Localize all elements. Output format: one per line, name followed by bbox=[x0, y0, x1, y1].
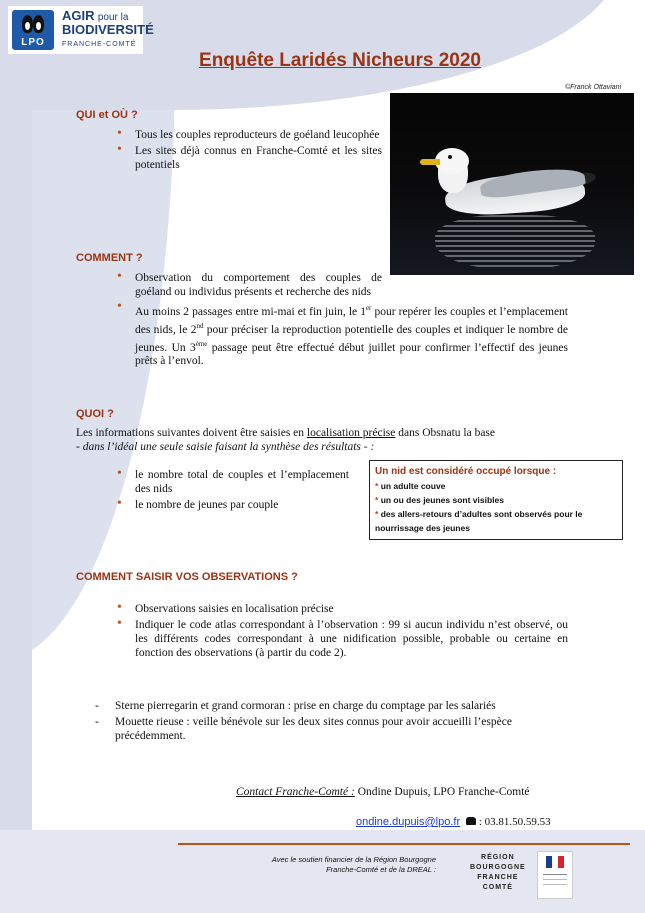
list-item: • Observations saisies en localisation précise bbox=[117, 602, 568, 616]
list-item: • Les sites déjà connus en Franche-Comté et les sites potentiels bbox=[117, 144, 382, 172]
list-item: - Mouette rieuse : veille bénévole sur les deux sites connus pour avoir accueilli l’espèce précédemment. bbox=[95, 715, 545, 743]
section-heading-qui: QUI et OÙ ? bbox=[76, 109, 138, 121]
photo-credit: ©Franck Ottaviani bbox=[565, 84, 622, 91]
list-item: • le nombre de jeunes par couple bbox=[117, 498, 349, 512]
section-heading-quoi: QUOI ? bbox=[76, 408, 114, 420]
note-item: * des allers-retours d’adultes sont observés pour le nourrissage des jeunes bbox=[375, 509, 583, 533]
list-item: • Tous les couples reproducteurs de goéland leucophée bbox=[117, 128, 382, 142]
gull-photo bbox=[390, 93, 634, 275]
section-heading-comment: COMMENT ? bbox=[76, 252, 143, 264]
footer-divider bbox=[178, 843, 630, 845]
note-heading: Un nid est considéré occupé lorsque : bbox=[375, 466, 557, 477]
note-item: * un adulte couve bbox=[375, 481, 446, 491]
comment-list bbox=[117, 271, 568, 370]
contact-label: Contact Franche-Comté : bbox=[236, 786, 355, 798]
occupied-nest-note bbox=[369, 460, 623, 540]
quoi-list bbox=[117, 468, 349, 514]
email-phone-line bbox=[356, 816, 551, 828]
quoi-intro: Les informations suivantes doivent être saisies en localisation précise dans Obsnatu la base - dans l’idéal une seule saisie faisant la synthèse des résultats - : bbox=[76, 427, 496, 453]
qui-list bbox=[117, 128, 382, 174]
list-item: • Indiquer le code atlas correspondant à l’observation : 99 si aucun individu n’est observé, ou les différents codes correspondant à une nidification possible, probable ou certaine en fonction des observations (à partir du code 2). bbox=[117, 618, 568, 660]
other-species-list bbox=[95, 699, 545, 745]
contact-name: Ondine Dupuis, LPO Franche-Comté bbox=[354, 786, 530, 798]
region-logo: RÉGION BOURGOGNE FRANCHE COMTÉ bbox=[470, 854, 526, 891]
saisir-list bbox=[117, 602, 568, 662]
contact-line bbox=[236, 786, 530, 798]
email-link[interactable]: ondine.dupuis@lpo.fr bbox=[356, 816, 461, 828]
lpo-puffin-icon: LPO bbox=[12, 10, 54, 50]
phone-number: : 03.81.50.59.53 bbox=[478, 816, 551, 828]
republic-logo bbox=[537, 851, 573, 899]
background-strip bbox=[0, 0, 32, 913]
french-flag-icon bbox=[546, 856, 564, 868]
list-item: - Sterne pierregarin et grand cormoran : prise en charge du comptage par les salariés bbox=[95, 699, 545, 713]
page-title: Enquête Laridés Nicheurs 2020 bbox=[199, 50, 481, 71]
list-item: • le nombre total de couples et l’emplacement des nids bbox=[117, 468, 349, 496]
section-heading-saisir: COMMENT SAISIR VOS OBSERVATIONS ? bbox=[76, 571, 298, 583]
logo-text: AGIR pour la BIODIVERSITÉ FRANCHE-COMTÉ bbox=[62, 8, 154, 48]
footer-support-text: Avec le soutien financier de la Région Bourgogne Franche-Comté et de la DREAL : bbox=[271, 855, 436, 874]
list-item: • Observation du comportement des couples de goéland ou individus présents et recherche des nids bbox=[117, 271, 382, 299]
list-item: • Au moins 2 passages entre mi-mai et fin juin, le 1er pour repérer les couples et l’emplacement des nids, le 2nd pour préciser la reproduction potentielle des couples et indiquer le nombre de jeunes. Un 3ème passage peut être effectué début juillet pour confirmer l’effectif des jeunes prêts à l’envol. bbox=[117, 301, 568, 368]
phone-icon bbox=[466, 817, 476, 825]
lpo-logo bbox=[8, 6, 154, 54]
note-item: * un ou des jeunes sont visibles bbox=[375, 495, 504, 505]
